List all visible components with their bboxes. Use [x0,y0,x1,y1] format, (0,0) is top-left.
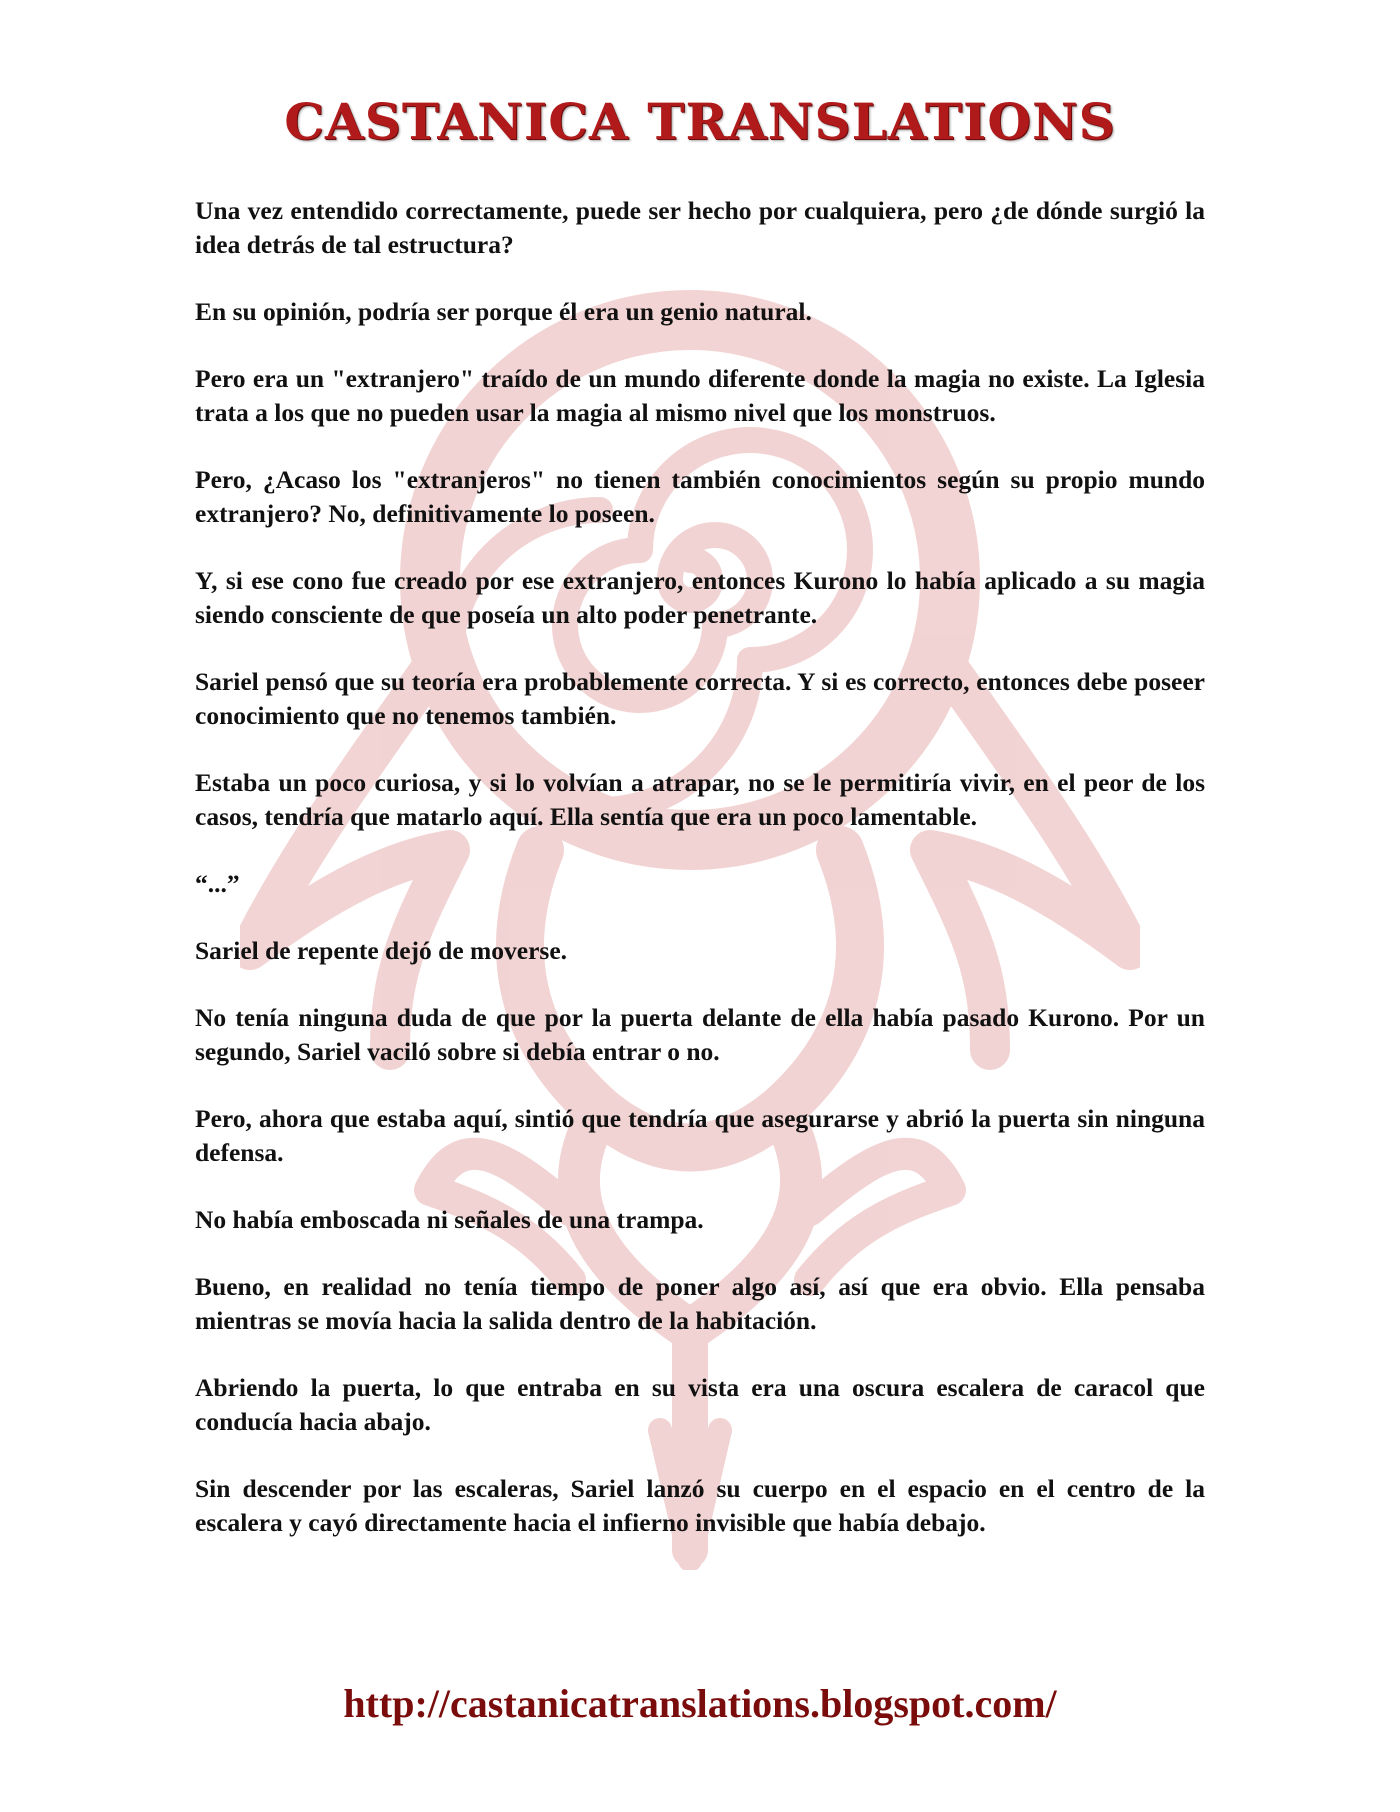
paragraph: Una vez entendido correctamente, puede ser hecho por cualquiera, pero ¿de dónde surgió la idea detrás de tal estructura? [195,196,1205,259]
paragraph: Bueno, en realidad no tenía tiempo de poner algo así, así que era obvio. Ella pensaba mientras se movía hacia la salida dentro de la habitación. [195,1272,1205,1335]
paragraph: No había emboscada ni señales de una trampa. [195,1205,704,1234]
paragraph: Sariel de repente dejó de moverse. [195,936,568,965]
paragraph: Pero, ¿Acaso los "extranjeros" no tienen también conocimientos según su propio mundo extranjero? No, definitivamente lo poseen. [195,465,1205,528]
paragraph: Abriendo la puerta, lo que entraba en su vista era una oscura escalera de caracol que conducía hacia abajo. [195,1373,1205,1436]
paragraph: No tenía ninguna duda de que por la puerta delante de ella había pasado Kurono. Por un segundo, Sariel vaciló sobre si debía entrar o no. [195,1003,1205,1066]
paragraph: Pero, ahora que estaba aquí, sintió que tendría que asegurarse y abrió la puerta sin ninguna defensa. [195,1104,1205,1167]
paragraph: Estaba un poco curiosa, y si lo volvían a atrapar, no se le permitiría vivir, en el peor de los casos, tendría que matarlo aquí. Ella sentía que era un poco lamentable. [195,768,1205,831]
paragraph: Y, si ese cono fue creado por ese extranjero, entonces Kurono lo había aplicado a su magia siendo consciente de que poseía un alto poder penetrante. [195,566,1205,629]
paragraph: En su opinión, podría ser porque él era un genio natural. [195,297,812,326]
paragraph: Sariel pensó que su teoría era probablemente correcta. Y si es correcto, entonces debe poseer conocimiento que no tenemos también. [195,667,1205,730]
chapter-body [195,194,1205,1573]
paragraph: “...” [195,869,240,898]
paragraph: Sin descender por las escaleras, Sariel lanzó su cuerpo en el espacio en el centro de la escalera y cayó directamente hacia el infierno invisible que había debajo. [195,1474,1205,1537]
blog-url-link[interactable]: http://castanicatranslations.blogspot.com/ [343,1681,1057,1726]
site-title: CASTANICA TRANSLATIONS [284,92,1116,151]
paragraph: Pero era un "extranjero" traído de un mundo diferente donde la magia no existe. La Iglesia trata a los que no pueden usar la magia al mismo nivel que los monstruos. [195,364,1205,427]
page-header [0,92,1400,151]
